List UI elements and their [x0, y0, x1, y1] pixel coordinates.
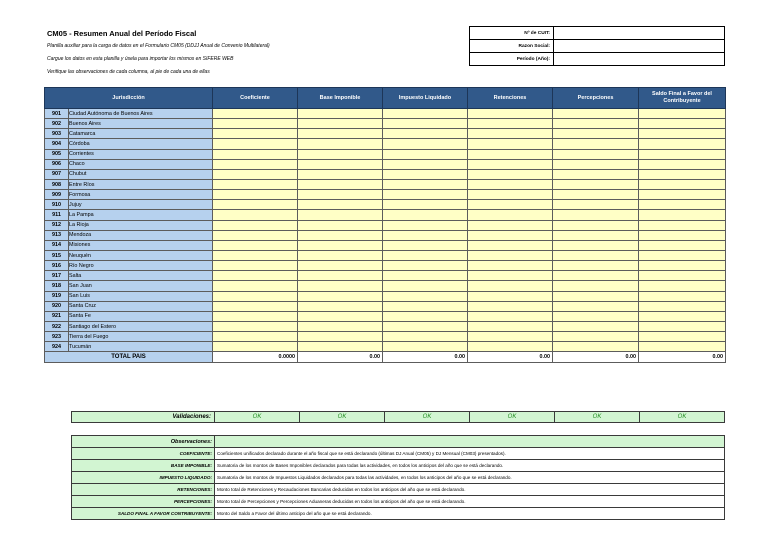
- table-row: [45, 220, 726, 230]
- validations-table: [71, 411, 725, 423]
- impuesto-liquidado-cell[interactable]: [383, 311, 468, 321]
- validations-row: [72, 412, 725, 423]
- jurisdiction-code: 907: [45, 169, 69, 179]
- jurisdiction-code: 917: [45, 271, 69, 281]
- saldo-final-cell[interactable]: [639, 342, 726, 352]
- col-saldo-final: Saldo Final a Favor del Contribuyente: [639, 88, 726, 109]
- impuesto-liquidado-cell[interactable]: [383, 342, 468, 352]
- retenciones-cell[interactable]: [468, 311, 553, 321]
- percepciones-cell[interactable]: [553, 159, 639, 169]
- base-imponible-cell[interactable]: [298, 179, 383, 189]
- percepciones-cell[interactable]: [553, 109, 639, 119]
- percepciones-cell[interactable]: [553, 190, 639, 200]
- percepciones-cell[interactable]: [553, 321, 639, 331]
- total-label: TOTAL PAIS: [45, 352, 213, 363]
- table-row: [45, 169, 726, 179]
- base-imponible-cell[interactable]: [298, 230, 383, 240]
- impuesto-liquidado-cell[interactable]: [383, 301, 468, 311]
- retenciones-cell[interactable]: [468, 109, 553, 119]
- jurisdiction-name: Córdoba: [69, 139, 213, 149]
- percepciones-cell[interactable]: [553, 281, 639, 291]
- coeficiente-cell[interactable]: [213, 230, 298, 240]
- table-row: [45, 301, 726, 311]
- base-imponible-cell[interactable]: [298, 281, 383, 291]
- jurisdiction-name: Mendoza: [69, 230, 213, 240]
- retenciones-cell[interactable]: [468, 342, 553, 352]
- jurisdiction-name: Santa Fe: [69, 311, 213, 321]
- base-imponible-cell[interactable]: [298, 210, 383, 220]
- table-row: [45, 179, 726, 189]
- coeficiente-cell[interactable]: [213, 109, 298, 119]
- jurisdiction-code: 922: [45, 321, 69, 331]
- observation-key: PERCEPCIONES:: [72, 496, 215, 508]
- jurisdiction-name: Catamarca: [69, 129, 213, 139]
- impuesto-liquidado-cell[interactable]: [383, 240, 468, 250]
- retenciones-cell[interactable]: [468, 129, 553, 139]
- coeficiente-cell[interactable]: [213, 311, 298, 321]
- base-imponible-cell[interactable]: [298, 261, 383, 271]
- instruction-line-2: Cargue los datos en esta planilla y úsela para importar los mismos en SIFERE WEB: [47, 56, 234, 62]
- impuesto-liquidado-cell[interactable]: [383, 332, 468, 342]
- impuesto-liquidado-cell[interactable]: [383, 210, 468, 220]
- base-imponible-cell[interactable]: [298, 332, 383, 342]
- retenciones-cell[interactable]: [468, 271, 553, 281]
- saldo-final-cell[interactable]: [639, 321, 726, 331]
- coeficiente-cell[interactable]: [213, 179, 298, 189]
- coeficiente-cell[interactable]: [213, 149, 298, 159]
- impuesto-liquidado-cell[interactable]: [383, 250, 468, 260]
- table-row: [45, 149, 726, 159]
- jurisdiction-code: 918: [45, 281, 69, 291]
- retenciones-cell[interactable]: [468, 169, 553, 179]
- percepciones-cell[interactable]: [553, 129, 639, 139]
- saldo-final-cell[interactable]: [639, 210, 726, 220]
- base-imponible-cell[interactable]: [298, 220, 383, 230]
- base-imponible-cell[interactable]: [298, 291, 383, 301]
- jurisdiction-code: 911: [45, 210, 69, 220]
- jurisdiction-code: 903: [45, 129, 69, 139]
- retenciones-cell[interactable]: [468, 190, 553, 200]
- impuesto-liquidado-cell[interactable]: [383, 149, 468, 159]
- validation-impuesto-liquidado: OK: [385, 412, 470, 423]
- jurisdiction-code: 913: [45, 230, 69, 240]
- jurisdiction-code: 920: [45, 301, 69, 311]
- percepciones-cell[interactable]: [553, 301, 639, 311]
- jurisdiction-code: 909: [45, 190, 69, 200]
- observations-header-blank: [215, 436, 725, 448]
- saldo-final-cell[interactable]: [639, 291, 726, 301]
- total-coeficiente: 0.0000: [213, 352, 298, 363]
- impuesto-liquidado-cell[interactable]: [383, 321, 468, 331]
- jurisdiction-code: 923: [45, 332, 69, 342]
- table-row: [45, 159, 726, 169]
- jurisdiction-name: San Luis: [69, 291, 213, 301]
- retenciones-cell[interactable]: [468, 321, 553, 331]
- jurisdiction-code: 916: [45, 261, 69, 271]
- jurisdiction-code: 924: [45, 342, 69, 352]
- coeficiente-cell[interactable]: [213, 321, 298, 331]
- jurisdiction-name: Misiones: [69, 240, 213, 250]
- retenciones-cell[interactable]: [468, 301, 553, 311]
- retenciones-cell[interactable]: [468, 200, 553, 210]
- table-row: [45, 139, 726, 149]
- coeficiente-cell[interactable]: [213, 250, 298, 260]
- instruction-line-3: Verifique las observaciones de cada columna, al pie de cada una de ellas: [47, 69, 210, 75]
- coeficiente-cell[interactable]: [213, 342, 298, 352]
- table-row: [45, 200, 726, 210]
- percepciones-cell[interactable]: [553, 119, 639, 129]
- table-header-row: [45, 88, 726, 109]
- percepciones-cell[interactable]: [553, 311, 639, 321]
- jurisdiction-code: 904: [45, 139, 69, 149]
- jurisdiction-name: Jujuy: [69, 200, 213, 210]
- retenciones-cell[interactable]: [468, 159, 553, 169]
- page-title: CM05 - Resumen Anual del Período Fiscal: [47, 29, 197, 38]
- observation-row: [72, 472, 725, 484]
- retenciones-cell[interactable]: [468, 149, 553, 159]
- retenciones-cell[interactable]: [468, 220, 553, 230]
- coeficiente-cell[interactable]: [213, 301, 298, 311]
- percepciones-cell[interactable]: [553, 169, 639, 179]
- impuesto-liquidado-cell[interactable]: [383, 129, 468, 139]
- percepciones-cell[interactable]: [553, 261, 639, 271]
- razon-social-label: Razon Social:: [470, 40, 554, 53]
- jurisdiction-name: Santiago del Estero: [69, 321, 213, 331]
- saldo-final-cell[interactable]: [639, 332, 726, 342]
- retenciones-cell[interactable]: [468, 250, 553, 260]
- jurisdiction-table: [44, 87, 726, 363]
- jurisdiction-name: Buenos Aires: [69, 119, 213, 129]
- col-retenciones: Retenciones: [468, 88, 553, 109]
- retenciones-cell[interactable]: [468, 230, 553, 240]
- table-row: [45, 240, 726, 250]
- saldo-final-cell[interactable]: [639, 250, 726, 260]
- jurisdiction-code: 919: [45, 291, 69, 301]
- impuesto-liquidado-cell[interactable]: [383, 230, 468, 240]
- observation-text: Monto del Saldo a Favor del último anticipo del año que se está declarando.: [215, 508, 725, 520]
- total-impuesto-liquidado: 0.00: [383, 352, 468, 363]
- total-base-imponible: 0.00: [298, 352, 383, 363]
- base-imponible-cell[interactable]: [298, 169, 383, 179]
- jurisdiction-name: La Rioja: [69, 220, 213, 230]
- base-imponible-cell[interactable]: [298, 301, 383, 311]
- saldo-final-cell[interactable]: [639, 281, 726, 291]
- coeficiente-cell[interactable]: [213, 129, 298, 139]
- table-row: [45, 311, 726, 321]
- taxpayer-info-box: [469, 26, 725, 66]
- col-coeficiente: Coeficiente: [213, 88, 298, 109]
- base-imponible-cell[interactable]: [298, 240, 383, 250]
- observation-text: Coeficientes unificados declarado durante el año fiscal que se está declarando (últimas DJ Anual (CM05) y DJ Mensual (CM03) presentados).: [215, 448, 725, 460]
- impuesto-liquidado-cell[interactable]: [383, 261, 468, 271]
- coeficiente-cell[interactable]: [213, 190, 298, 200]
- coeficiente-cell[interactable]: [213, 220, 298, 230]
- percepciones-cell[interactable]: [553, 230, 639, 240]
- base-imponible-cell[interactable]: [298, 139, 383, 149]
- coeficiente-cell[interactable]: [213, 139, 298, 149]
- saldo-final-cell[interactable]: [639, 230, 726, 240]
- jurisdiction-name: Entre Ríos: [69, 179, 213, 189]
- percepciones-cell[interactable]: [553, 240, 639, 250]
- base-imponible-cell[interactable]: [298, 159, 383, 169]
- table-row: [45, 332, 726, 342]
- jurisdiction-code: 905: [45, 149, 69, 159]
- saldo-final-cell[interactable]: [639, 271, 726, 281]
- saldo-final-cell[interactable]: [639, 119, 726, 129]
- observation-row: [72, 484, 725, 496]
- percepciones-cell[interactable]: [553, 149, 639, 159]
- jurisdiction-code: 908: [45, 179, 69, 189]
- col-jurisdiccion: Jurisdicción: [45, 88, 213, 109]
- jurisdiction-name: Río Negro: [69, 261, 213, 271]
- coeficiente-cell[interactable]: [213, 261, 298, 271]
- impuesto-liquidado-cell[interactable]: [383, 220, 468, 230]
- observation-row: [72, 496, 725, 508]
- periodo-input[interactable]: [554, 53, 725, 66]
- percepciones-cell[interactable]: [553, 291, 639, 301]
- coeficiente-cell[interactable]: [213, 169, 298, 179]
- observation-row: [72, 448, 725, 460]
- saldo-final-cell[interactable]: [639, 240, 726, 250]
- base-imponible-cell[interactable]: [298, 311, 383, 321]
- impuesto-liquidado-cell[interactable]: [383, 119, 468, 129]
- observation-text: Monto total de Retenciones y Recaudaciones Bancarias deducidas en todos los anticipos del año que se está declarando.: [215, 484, 725, 496]
- percepciones-cell[interactable]: [553, 220, 639, 230]
- saldo-final-cell[interactable]: [639, 311, 726, 321]
- percepciones-cell[interactable]: [553, 139, 639, 149]
- retenciones-cell[interactable]: [468, 240, 553, 250]
- cuit-label: Nº de CUIT:: [470, 27, 554, 40]
- observation-row: [72, 508, 725, 520]
- base-imponible-cell[interactable]: [298, 250, 383, 260]
- jurisdiction-name: Ciudad Autónoma de Buenos Aires: [69, 109, 213, 119]
- jurisdiction-code: 915: [45, 250, 69, 260]
- saldo-final-cell[interactable]: [639, 179, 726, 189]
- base-imponible-cell[interactable]: [298, 342, 383, 352]
- table-row: [45, 250, 726, 260]
- base-imponible-cell[interactable]: [298, 271, 383, 281]
- observation-key: RETENCIONES:: [72, 484, 215, 496]
- jurisdiction-name: Salta: [69, 271, 213, 281]
- impuesto-liquidado-cell[interactable]: [383, 159, 468, 169]
- cuit-input[interactable]: [554, 27, 725, 40]
- percepciones-cell[interactable]: [553, 342, 639, 352]
- table-row: [45, 271, 726, 281]
- base-imponible-cell[interactable]: [298, 190, 383, 200]
- total-saldo-final: 0.00: [639, 352, 726, 363]
- impuesto-liquidado-cell[interactable]: [383, 179, 468, 189]
- observation-text: Sumatoria de los montos de Impuestos Liquidados declarados para todas las actividades, en todos los anticipos del año que se está declarando.: [215, 472, 725, 484]
- observations-label: Observaciones:: [72, 436, 215, 448]
- coeficiente-cell[interactable]: [213, 240, 298, 250]
- jurisdiction-code: 912: [45, 220, 69, 230]
- coeficiente-cell[interactable]: [213, 119, 298, 129]
- total-percepciones: 0.00: [553, 352, 639, 363]
- base-imponible-cell[interactable]: [298, 200, 383, 210]
- jurisdiction-code: 906: [45, 159, 69, 169]
- retenciones-cell[interactable]: [468, 179, 553, 189]
- retenciones-cell[interactable]: [468, 261, 553, 271]
- retenciones-cell[interactable]: [468, 332, 553, 342]
- table-row: [45, 321, 726, 331]
- percepciones-cell[interactable]: [553, 210, 639, 220]
- retenciones-cell[interactable]: [468, 281, 553, 291]
- observations-table: [71, 435, 725, 520]
- saldo-final-cell[interactable]: [639, 301, 726, 311]
- table-row: [45, 109, 726, 119]
- saldo-final-cell[interactable]: [639, 169, 726, 179]
- percepciones-cell[interactable]: [553, 250, 639, 260]
- saldo-final-cell[interactable]: [639, 149, 726, 159]
- observation-key: IMPUESTO LIQUIDADO:: [72, 472, 215, 484]
- validation-saldo-final: OK: [640, 412, 725, 423]
- observation-text: Sumatoria de los montos de Bases Imponibles declarados para todas las actividades, en todos los anticipos del año que se está declarando.: [215, 460, 725, 472]
- observation-key: BASE IMPONIBLE:: [72, 460, 215, 472]
- impuesto-liquidado-cell[interactable]: [383, 271, 468, 281]
- base-imponible-cell[interactable]: [298, 109, 383, 119]
- coeficiente-cell[interactable]: [213, 332, 298, 342]
- coeficiente-cell[interactable]: [213, 200, 298, 210]
- observation-key: SALDO FINAL A FAVOR CONTRIBUYENTE:: [72, 508, 215, 520]
- saldo-final-cell[interactable]: [639, 200, 726, 210]
- observation-key: COEFICIENTE:: [72, 448, 215, 460]
- saldo-final-cell[interactable]: [639, 159, 726, 169]
- coeficiente-cell[interactable]: [213, 159, 298, 169]
- impuesto-liquidado-cell[interactable]: [383, 291, 468, 301]
- saldo-final-cell[interactable]: [639, 129, 726, 139]
- col-percepciones: Percepciones: [553, 88, 639, 109]
- table-row: [45, 210, 726, 220]
- impuesto-liquidado-cell[interactable]: [383, 281, 468, 291]
- jurisdiction-name: Chubut: [69, 169, 213, 179]
- table-row: [45, 190, 726, 200]
- base-imponible-cell[interactable]: [298, 321, 383, 331]
- retenciones-cell[interactable]: [468, 291, 553, 301]
- jurisdiction-name: Corrientes: [69, 149, 213, 159]
- col-base-imponible: Base Imponible: [298, 88, 383, 109]
- retenciones-cell[interactable]: [468, 119, 553, 129]
- periodo-label: Período (Año):: [470, 53, 554, 66]
- jurisdiction-name: Neuquén: [69, 250, 213, 260]
- col-impuesto-liquidado: Impuesto Liquidado: [383, 88, 468, 109]
- percepciones-cell[interactable]: [553, 271, 639, 281]
- validation-percepciones: OK: [555, 412, 640, 423]
- razon-social-input[interactable]: [554, 40, 725, 53]
- saldo-final-cell[interactable]: [639, 190, 726, 200]
- jurisdiction-name: La Pampa: [69, 210, 213, 220]
- saldo-final-cell[interactable]: [639, 139, 726, 149]
- retenciones-cell[interactable]: [468, 139, 553, 149]
- jurisdiction-name: Tucumán: [69, 342, 213, 352]
- observations-header-row: [72, 436, 725, 448]
- impuesto-liquidado-cell[interactable]: [383, 190, 468, 200]
- jurisdiction-code: 914: [45, 240, 69, 250]
- jurisdiction-name: San Juan: [69, 281, 213, 291]
- impuesto-liquidado-cell[interactable]: [383, 200, 468, 210]
- table-row: [45, 129, 726, 139]
- base-imponible-cell[interactable]: [298, 119, 383, 129]
- validations-label: Validaciones:: [72, 412, 215, 423]
- coeficiente-cell[interactable]: [213, 271, 298, 281]
- impuesto-liquidado-cell[interactable]: [383, 139, 468, 149]
- base-imponible-cell[interactable]: [298, 149, 383, 159]
- impuesto-liquidado-cell[interactable]: [383, 169, 468, 179]
- jurisdiction-name: Formosa: [69, 190, 213, 200]
- jurisdiction-name: Chaco: [69, 159, 213, 169]
- base-imponible-cell[interactable]: [298, 129, 383, 139]
- saldo-final-cell[interactable]: [639, 220, 726, 230]
- coeficiente-cell[interactable]: [213, 281, 298, 291]
- coeficiente-cell[interactable]: [213, 291, 298, 301]
- percepciones-cell[interactable]: [553, 200, 639, 210]
- total-retenciones: 0.00: [468, 352, 553, 363]
- table-row: [45, 230, 726, 240]
- saldo-final-cell[interactable]: [639, 261, 726, 271]
- table-row: [45, 342, 726, 352]
- observation-row: [72, 460, 725, 472]
- jurisdiction-name: Santa Cruz: [69, 301, 213, 311]
- validation-retenciones: OK: [470, 412, 555, 423]
- jurisdiction-name: Tierra del Fuego: [69, 332, 213, 342]
- table-row: [45, 291, 726, 301]
- table-row: [45, 281, 726, 291]
- coeficiente-cell[interactable]: [213, 210, 298, 220]
- percepciones-cell[interactable]: [553, 332, 639, 342]
- percepciones-cell[interactable]: [553, 179, 639, 189]
- retenciones-cell[interactable]: [468, 210, 553, 220]
- jurisdiction-code: 902: [45, 119, 69, 129]
- total-row: [45, 352, 726, 363]
- instruction-line-1: Planilla auxiliar para la carga de datos en el Formulario CM05 (DDJJ Anual de Convenio Multilateral): [47, 43, 270, 49]
- table-row: [45, 119, 726, 129]
- table-row: [45, 261, 726, 271]
- validation-coeficiente: OK: [215, 412, 300, 423]
- impuesto-liquidado-cell[interactable]: [383, 109, 468, 119]
- saldo-final-cell[interactable]: [639, 109, 726, 119]
- jurisdiction-code: 921: [45, 311, 69, 321]
- jurisdiction-code: 910: [45, 200, 69, 210]
- validation-base-imponible: OK: [300, 412, 385, 423]
- observation-text: Monto total de Percepciones y Percepciones Aduaneras deducidas en todos los anticipos del año que se está declarando.: [215, 496, 725, 508]
- jurisdiction-code: 901: [45, 109, 69, 119]
